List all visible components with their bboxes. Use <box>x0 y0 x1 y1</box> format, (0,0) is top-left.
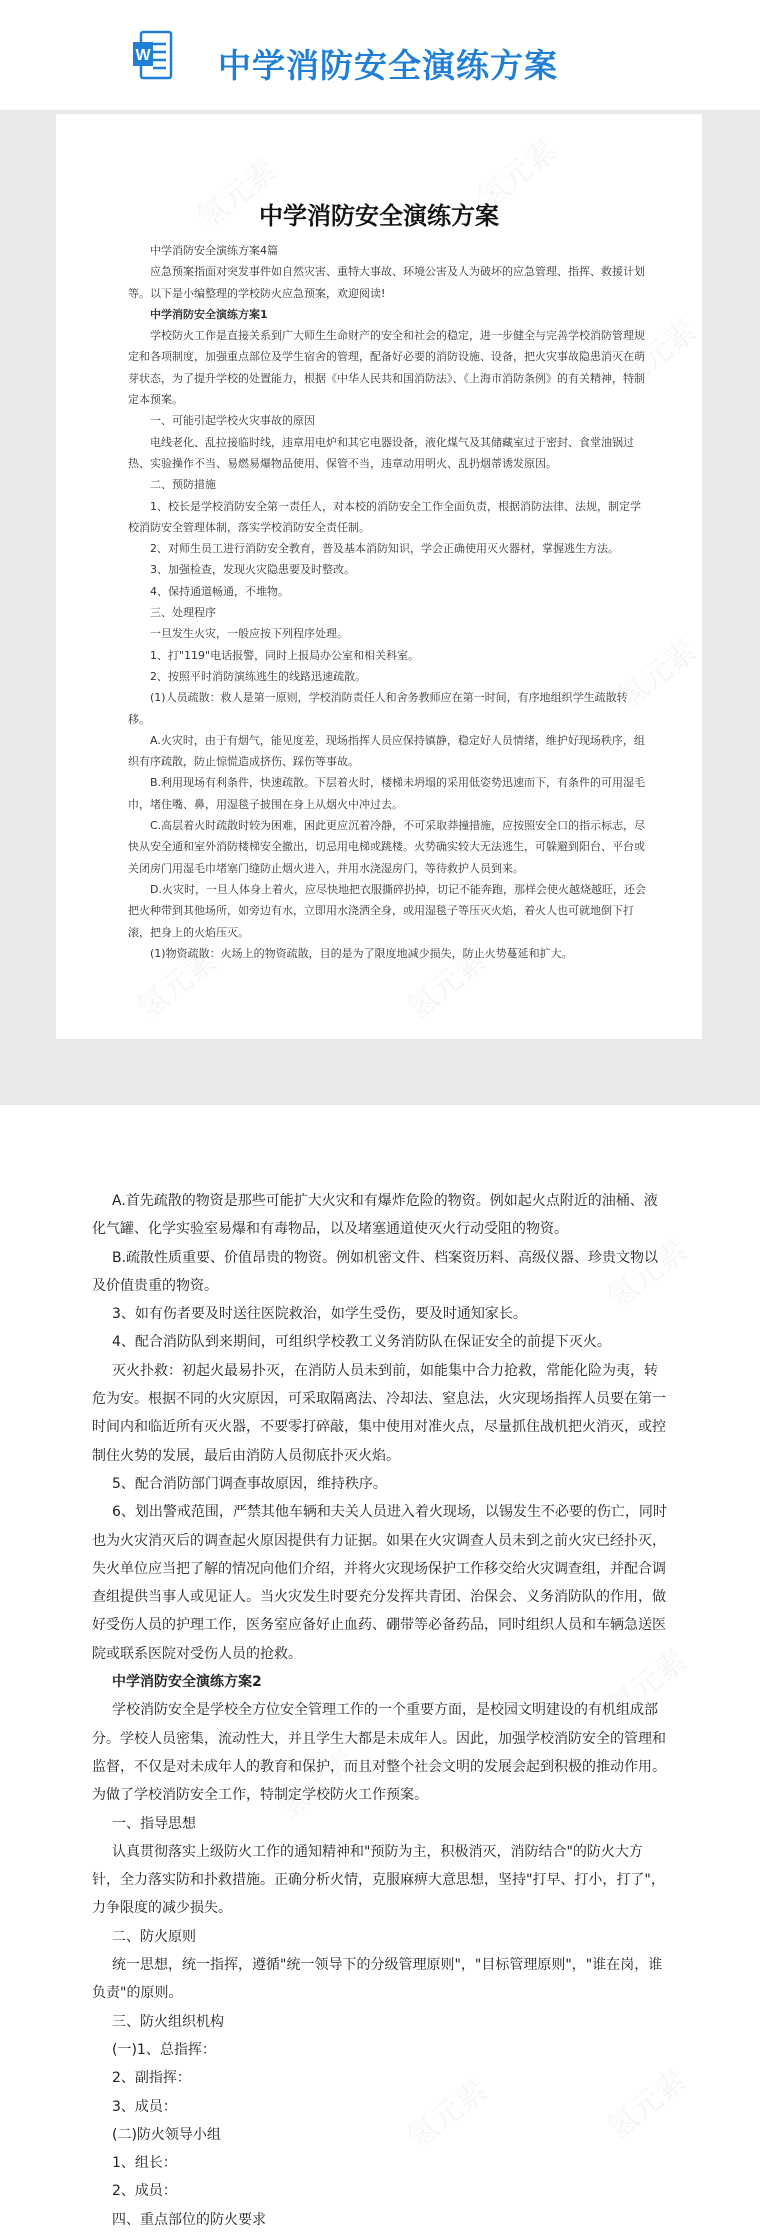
paragraph: B.疏散性质重要、价值昂贵的物资。例如机密文件、档案资历料、高级仪器、珍贵文物以及价值贵重的物资。 <box>92 1249 659 1294</box>
document-page-2 <box>0 1105 760 2228</box>
section-heading: 二、防火原则 <box>112 1928 196 1945</box>
paragraph: (1)物资疏散：火场上的物资疏散，目的是为了限度地减少损失，防止火势蔓延和扩大。 <box>150 946 573 960</box>
section-heading: 三、防火组织机构 <box>112 2013 224 2030</box>
svg-text:W: W <box>135 47 151 64</box>
section-heading: 二、预防措施 <box>150 478 216 492</box>
document-title: 中学消防安全演练方案 <box>259 201 499 230</box>
paragraph: 一旦发生火灾，一般应按下列程序处理。 <box>150 627 348 641</box>
paragraph: 2、按照平时消防演练逃生的线路迅速疏散。 <box>150 669 366 683</box>
section-heading: 一、指导思想 <box>112 1815 196 1832</box>
section-heading: 中学消防安全演练方案1 <box>150 307 268 321</box>
paragraph: 统一思想，统一指挥，遵循"统一领导下的分级管理原则"，"目标管理原则"，"谁在岗，谁负责"的原则。 <box>92 1957 663 2002</box>
paragraph: 学校防火工作是直接关系到广大师生生命财产的安全和社会的稳定，进一步健全与完善学校消防管理规定和各项制度，加强重点部位及学生宿舍的管理，配备好必要的消防设施、设备，把火灾事故隐患消灭在萌芽状态，为了提升学校的处置能力，根据《中华人民共和国消防法》、《上海市消防条例》的有关精神，特制定本预案。 <box>128 329 645 407</box>
section-heading: 三、处理程序 <box>150 606 216 620</box>
paragraph: 1、打"119"电话报警，同时上报局办公室和相关科室。 <box>150 648 420 662</box>
paragraph: B.利用现场有利条件，快速疏散。下层着火时，楼梯未坍塌的采用低姿势迅速而下，有条件的可用湿毛巾，堵住嘴、鼻，用湿毯子披围在身上从烟火中冲过去。 <box>128 776 646 811</box>
paragraph: 电线老化、乱拉接临时线，违章用电炉和其它电器设备，液化煤气及其储藏室过于密封、食堂油锅过热、实验操作不当、易燃易爆物品使用、保管不当，违章动用明火、乱扔烟蒂诱发原因。 <box>128 435 634 470</box>
paragraph: 5、配合消防部门调查事故原因，维持秩序。 <box>112 1475 387 1492</box>
banner-title: 中学消防安全演练方案 <box>218 46 558 85</box>
list-item: 2、成员： <box>112 2183 177 2200</box>
paragraph: D.火灾时，一旦人体身上着火，应尽快地把衣服撕碎扔掉，切记不能奔跑，那样会使火越烧越旺，还会把火种带到其他场所，如旁边有水，立即用水浇洒全身，或用湿毯子等压灭火焰，着火人也可就地倒下打滚，把身上的火焰压灭。 <box>128 882 646 939</box>
paragraph: 6、划出警戒范围，严禁其他车辆和夫关人员进入着火现场，以锡发生不必要的伤亡，同时也为火灾消灭后的调查起火原因提供有力证据。如果在火灾调查人员未到之前火灾已经扑灭，失火单位应当把了解的情况向他们介绍，并将火灾现场保护工作移交给火灾调查组，并配合调查组提供当事人或见证人。当火灾发生时要充分发挥共青团、治保会、义务消防队的作用，做好受伤人员的护理工作，医务室应备好止血药、硼带等必备药品，同时组织人员和车辆急送医院或联系医院对受伤人员的抢救。 <box>92 1504 667 1662</box>
list-item: 3、成员： <box>112 2098 177 2115</box>
paragraph: (1)人员疏散：救人是第一原则，学校消防责任人和舍务教师应在第一时间，有序地组织学生疏散转移。 <box>128 691 628 726</box>
section-heading: 一、可能引起学校火灾事故的原因 <box>150 414 315 428</box>
list-item: 1、组长： <box>112 2155 177 2172</box>
paragraph: 4、配合消防队到来期间，可组织学校教工义务消防队在保证安全的前提下灭火。 <box>112 1334 611 1351</box>
section-heading: 四、重点部位的防火要求 <box>112 2211 266 2228</box>
paragraph: 1、校长是学校消防安全第一责任人，对本校的消防安全工作全面负责，根据消防法律、法规，制定学校消防安全管理体制，落实学校消防安全责任制。 <box>128 499 641 534</box>
page-1-body <box>128 240 648 964</box>
page-2-body <box>92 1187 668 2234</box>
paragraph: 4、保持通道畅通，不堆物。 <box>150 584 289 598</box>
header-banner <box>0 0 760 110</box>
paragraph: 中学消防安全演练方案4篇 <box>150 244 278 257</box>
paragraph: 灭火扑救：初起火最易扑灭，在消防人员未到前，如能集中合力抢救，常能化险为夷，转危为安。根据不同的火灾原因，可采取隔离法、冷却法、窒息法，火灾现场指挥人员要在第一时间内和临近所有灭火器，不要零打碎敲，集中使用对准火点，尽量抓住战机把火消灭，或控制住火势的发展，最后由消防人员彻底扑灭火焰。 <box>92 1362 666 1464</box>
word-document-icon <box>133 30 173 80</box>
document-page-1 <box>56 114 702 1039</box>
paragraph: C.高层着火时疏散时较为困难，困此更应沉着冷静，不可采取莽撞措施，应按照安全口的指示标志，尽快从安全通和室外消防楼梯安全撤出，切忌用电梯或跳楼。火势确实较大无法逃生，可躲避到阳台、平台或关闭房门用湿毛巾堵塞门缝防止烟火进入，并用水浇湿房门，等待救护人员到来。 <box>128 819 646 875</box>
list-item: (二)防火领导小组 <box>112 2126 221 2143</box>
paragraph: A.首先疏散的物资是那些可能扩大火灾和有爆炸危险的物资。例如起火点附近的油桶、液化气罐、化学实验室易爆和有毒物品，以及堵塞通道使灭火行动受阻的物资。 <box>92 1193 658 1238</box>
paragraph: 学校消防安全是学校全方位安全管理工作的一个重要方面，是校园文明建设的有机组成部分。学校人员密集，流动性大，并且学生大都是未成年人。因此，加强学校消防安全的管理和监督，不仅是对未成年人的教育和保护，而且对整个社会文明的发展会起到积极的推动作用。为做了学校消防安全工作，特制定学校防火工作预案。 <box>92 1702 666 1804</box>
paragraph: 应急预案指面对突发事件如自然灾害、重特大事故、环境公害及人为破坏的应急管理、指挥、救援计划等。以下是小编整理的学校防火应急预案，欢迎阅读! <box>128 265 645 300</box>
paragraph: 2、对师生员工进行消防安全教育，普及基本消防知识，学会正确使用灭火器材，掌握逃生方法。 <box>150 542 619 556</box>
paragraph: 3、如有伤者要及时送往医院救治，如学生受伤，要及时通知家长。 <box>112 1306 527 1323</box>
paragraph: 3、加强检查，发现火灾隐患要及时整改。 <box>150 563 355 577</box>
paragraph: A.火灾时，由于有烟气，能见度差，现场指挥人员应保持镇静，稳定好人员情绪，维护好现场秩序，组织有序疏散，防止惊慌造成挤伤、踩伤等事故。 <box>128 733 645 769</box>
section-heading: 中学消防安全演练方案2 <box>112 1674 262 1691</box>
list-item: (一)1、总指挥： <box>112 2041 216 2058</box>
paragraph: 认真贯彻落实上级防火工作的通知精神和"预防为主，积极消灭，消防结合"的防火大方针，全力落实防和扑救措施。正确分析火情，克服麻痹大意思想，坚持"打早、打小，打了"，力争限度的减少损失。 <box>92 1843 665 1917</box>
list-item: 2、副指挥： <box>112 2070 191 2087</box>
